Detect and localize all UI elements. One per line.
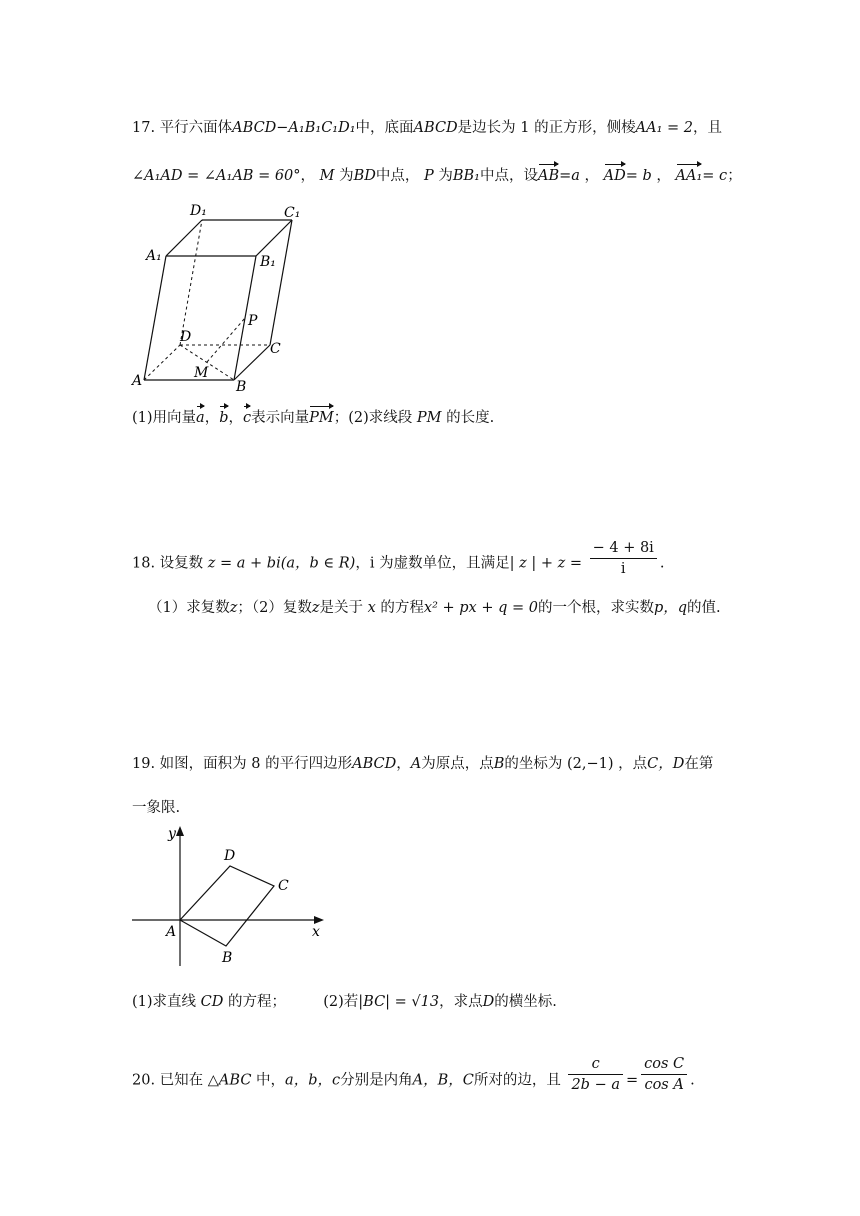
parallelepiped-figure [132, 195, 301, 395]
vector-AB: AB [538, 162, 559, 186]
label-A1: A₁ [146, 248, 162, 264]
q19-line2: 一象限. [132, 800, 181, 816]
parallelogram-ABCD [180, 866, 274, 946]
label-B: B [236, 379, 247, 395]
q17-line1: 17. 平行六面体ABCD−A₁B₁C₁D₁中，底面ABCD是边长为 1 的正方形，侧棱AA₁ = 2，且 [132, 120, 722, 136]
label-D1: D₁ [190, 203, 207, 219]
label-D: D [224, 848, 236, 864]
label-M: M [194, 365, 209, 381]
q17-questions: (1)用向量a，b，c表示向量PM；(2)求线段 PM 的长度. [132, 404, 494, 428]
vector-AA1: AA₁ [676, 162, 703, 186]
label-B1: B₁ [260, 254, 276, 270]
label-A: A [166, 924, 177, 940]
fraction-c-over-2b-a: $\frac{c}{2b - a}$ [568, 1054, 623, 1095]
segment-M-P [207, 318, 245, 362]
q20-number: 20. [132, 1072, 156, 1089]
edge-A1-D1 [166, 220, 202, 256]
q18-number: 18. [132, 555, 156, 572]
label-C: C [270, 341, 281, 357]
label-y: y [168, 826, 176, 842]
q19-questions: (1)求直线 CD 的方程； (2)若|BC| = √13，求点D的横坐标. [132, 994, 557, 1010]
label-A: A [132, 373, 143, 389]
label-P: P [248, 313, 258, 329]
q19-number: 19. [132, 756, 156, 772]
vector-AD: AD [604, 162, 626, 186]
x-axis-arrow [314, 916, 324, 924]
label-B: B [222, 950, 233, 966]
q18-line1: 18. 设复数 z = a + bi(a，b ∈ R)，i 为虚数单位，且满足| z | + z = $\frac{- 4 + 8i}{i}$ . [132, 540, 665, 577]
q18-line2: （1）求复数z；（2）复数z是关于 x 的方程x² + px + q = 0的一个根，求实数p，q的值. [148, 600, 721, 616]
q19-line1: 19. 如图，面积为 8 的平行四边形ABCD，A为原点，点B的坐标为 (2,−1) ，点C，D在第 [132, 756, 714, 772]
label-C: C [278, 878, 289, 894]
fraction-cosC-over-cosA: $\frac{\text{cos C}}{\text{cos A}}$ [641, 1054, 687, 1095]
label-D: D [180, 329, 192, 345]
q17-line2: ∠A₁AD = ∠A₁AB = 60°， M 为BD中点， P 为BB₁中点，设AB=a ， AD= b ， AA₁= c； [132, 162, 742, 186]
label-x: x [312, 924, 320, 940]
y-axis-arrow [176, 826, 184, 836]
fraction-8i: $\frac{- 4 + 8i}{i}$ [590, 538, 657, 579]
coordinate-figure [130, 826, 330, 971]
q20-line1: 20. 已知在 △ABC 中，a，b，c分别是内角A，B，C所对的边，且 $\frac{c}{2b - a}$ = $\frac{\text{cos C}}{\text{cos A}}$ . [132, 1056, 695, 1093]
q17-number: 17. [132, 120, 156, 136]
label-C1: C₁ [284, 205, 301, 221]
